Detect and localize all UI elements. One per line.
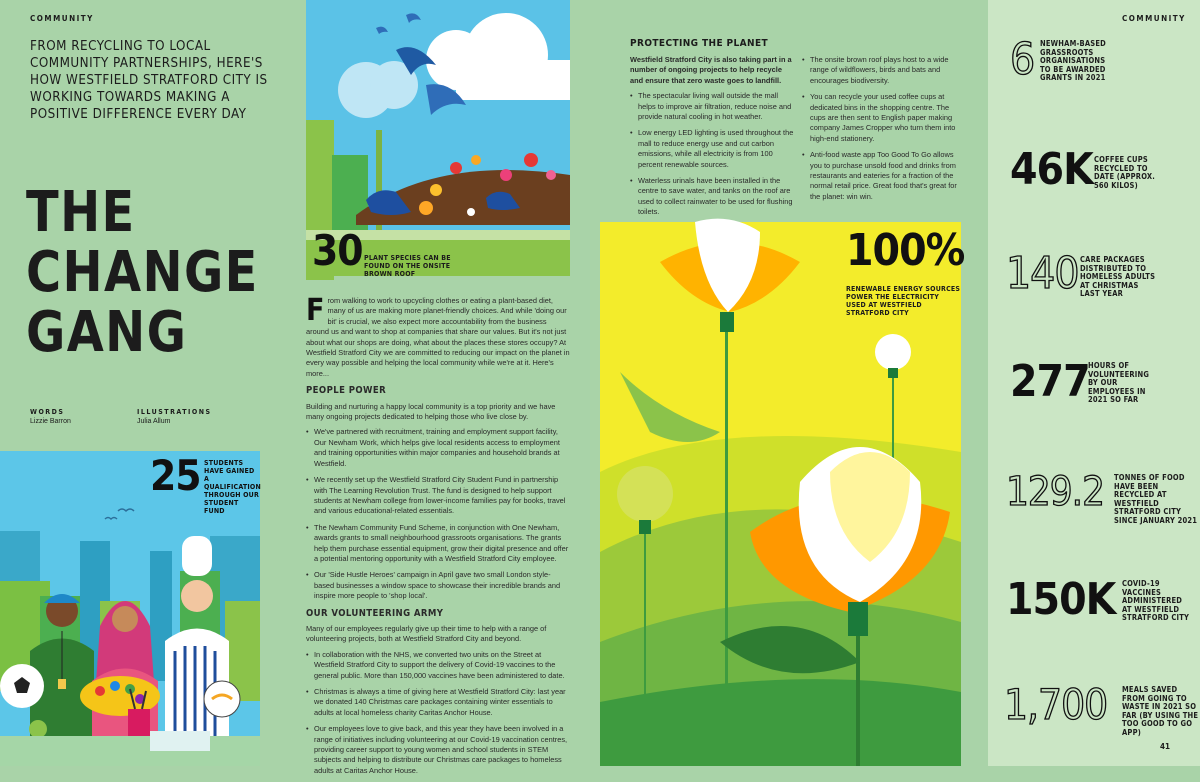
volunteering-intro: Many of our employees regularly give up their time to help with a range of volunteering projects, both at Westfield Stratford City and beyond. xyxy=(306,623,547,644)
list-item: • You can recycle your used coffee cups at dedicated bins in the shopping centre. The cups are then sent to English paper making company James Cropper who turn them into high-end stationery. xyxy=(802,92,962,144)
title-line-3: GANG xyxy=(26,300,188,365)
article-body xyxy=(306,293,570,782)
list-item: • We've partnered with recruitment, training and employment support facility, Our Newham Work, which helps give local residents access to employment and training opportunities within major companies and household brands at Westfield. xyxy=(306,427,570,469)
page-number: 41 xyxy=(1160,742,1171,751)
people-power-heading: PEOPLE POWER xyxy=(306,385,387,397)
list-item: • Low energy LED lighting is used throughout the mall to reduce energy use and cut carbon emissions, while all electricity is from 100 percent renewable sources. xyxy=(630,128,795,170)
stat-plants-number: 30 xyxy=(312,226,363,275)
section-tag-left: COMMUNITY xyxy=(30,14,94,23)
planet-intro: Westfield Stratford City is also taking part in a number of ongoing projects to help recycle and ensure that zero waste goes to landfill. xyxy=(630,55,792,85)
sidebar-stat-label: TONNES OF FOOD HAVE BEEN RECYCLED AT WESTFIELD STRATFORD CITY SINCE JANUARY 2021 xyxy=(1114,473,1198,525)
sidebar-stat-number: 140 xyxy=(1006,248,1079,299)
list-item: • We recently set up the Westfield Stratford City Student Fund in partnership with The Learning Revolution Trust. The fund is designed to help support students at Newham college from lower-income families pay for books, travel and various educational-related essentials. xyxy=(306,475,570,517)
credit-words-label: WORDS xyxy=(30,408,65,416)
planet-heading: PROTECTING THE PLANET xyxy=(630,38,769,49)
stat-students-label: STUDENTS HAVE GAINED A QUALIFICATION THROUGH OUR STUDENT FUND xyxy=(204,459,261,515)
stat-energy-number: 100% xyxy=(846,225,965,276)
sidebar-stat-number: 1,700 xyxy=(1004,680,1108,729)
list-item: • Christmas is always a time of giving here at Westfield Stratford City: last year we donated 140 Christmas care packages containing winter essentials to adults at local homeless charity Caritas Anchor House. xyxy=(306,687,570,718)
list-item: • Our 'Side Hustle Heroes' campaign in April gave two small London style-based businesses a window space to showcase their incredible brands and inspire more people to 'shop local'. xyxy=(306,570,570,601)
credit-words xyxy=(30,408,71,425)
intro-standfirst: FROM RECYCLING TO LOCAL COMMUNITY PARTNERSHIPS, HERE'S HOW WESTFIELD STRATFORD CITY IS WORKING TOWARDS MAKING A POSITIVE DIFFERENCE EVERY DAY xyxy=(30,39,268,122)
people-power-intro: Building and nurturing a happy local community is a top priority and we have many ongoing projects dedicated to helping those who live close by. xyxy=(306,401,556,422)
sidebar-stat-label: COVID-19 VACCINES ADMINISTERED AT WESTFIELD STRATFORD CITY xyxy=(1122,579,1190,623)
sidebar-stat-number: 129.2 xyxy=(1006,469,1104,515)
article-intro: rom walking to work to upcycling clothes or eating a plant-based diet, many of us are making more planet-friendly choices. And while 'doing our bit' is crucial, we also expect more accountability from the business around us and want to shop at companies that share our values. But it's not just about what our shops are doing, what about the places these stores occupy? At Westfield Stratford City we are committed to reducing our impact on the planet in every way possible and helping the local community while we're at it. Here's more... xyxy=(306,296,570,378)
planet-left-column xyxy=(630,55,795,224)
sidebar-stat-number: 6 xyxy=(1010,34,1035,85)
sidebar-stat-label: MEALS SAVED FROM GOING TO WASTE IN 2021 SO FAR (BY USING THE TOO GOOD TO GO APP) xyxy=(1122,685,1199,737)
credit-illustrations xyxy=(137,408,212,425)
list-item: • Anti-food waste app Too Good To Go allows you to purchase unsold food and drinks from restaurants and eateries for a fraction of the normal retail price. Great food that's great for the planet: win win. xyxy=(802,150,962,202)
planet-right-column xyxy=(802,55,962,208)
people-power-list xyxy=(306,427,570,601)
page-title xyxy=(26,180,259,365)
sidebar-stat-label: COFFEE CUPS RECYCLED TO DATE (APPROX. 560 KILOS) xyxy=(1094,155,1156,190)
section-tag-right: COMMUNITY xyxy=(1122,14,1186,23)
title-line-1: THE xyxy=(26,180,136,245)
sidebar-stat-label: NEWHAM-BASED GRASSROOTS ORGANISATIONS TO BE AWARDED GRANTS IN 2021 xyxy=(1040,39,1106,83)
list-item: • In collaboration with the NHS, we converted two units on the Street at Westfield Stratford City to support the delivery of Covid-19 vaccines to the general public. More than 150,000 vaccines have been administered to date. xyxy=(306,650,570,681)
credit-illus-label: ILLUSTRATIONS xyxy=(137,408,212,416)
list-item: • The Newham Community Fund Scheme, in conjunction with One Newham, awards grants to small neighbourhood grassroots organisations. The grants help them purchase essential equipment, grow their digital presence and offer a potential mentoring opportunity with a Westfield Stratford City employee. xyxy=(306,523,570,565)
list-item: • Waterless urinals have been installed in the centre to save water, and tanks on the roof are used to collect rainwater to be used for flushing toilets. xyxy=(630,176,795,218)
volunteering-heading: OUR VOLUNTEERING ARMY xyxy=(306,607,444,619)
sidebar-stat-number: 46K xyxy=(1010,144,1093,195)
sidebar-stat-number: 277 xyxy=(1010,356,1090,407)
credit-illus-name: Julia Allum xyxy=(137,418,171,425)
title-line-2: CHANGE xyxy=(26,240,259,305)
list-item: • The spectacular living wall outside the mall helps to improve air filtration, reduce noise and provide natural cooling in hot weather. xyxy=(630,91,795,122)
sidebar-stat-number: 150K xyxy=(1006,574,1116,625)
list-item: • Our employees love to give back, and this year they have been involved in a range of initiatives including volunteering at our Covid-19 vaccination centres, providing career support to young women and school students in STEM subjects and helping to distribute our Christmas care packages to homeless adults at Caritas Anchor House. xyxy=(306,724,570,776)
stat-students-number: 25 xyxy=(150,451,201,500)
sidebar-stat-label: CARE PACKAGES DISTRIBUTED TO HOMELESS ADULTS AT CHRISTMAS LAST YEAR xyxy=(1080,255,1156,299)
sidebar-stat-label: HOURS OF VOLUNTEERING BY OUR EMPLOYEES IN 2021 SO FAR xyxy=(1088,361,1150,405)
list-item: • The onsite brown roof plays host to a wide range of wildflowers, birds and bats and encourages biodiversity. xyxy=(802,55,962,86)
stat-energy-label: RENEWABLE ENERGY SOURCES POWER THE ELECTRICITY USED AT WESTFIELD STRATFORD CITY xyxy=(846,285,961,317)
stat-plants-label: PLANT SPECIES CAN BE FOUND ON THE ONSITE BROWN ROOF xyxy=(364,254,451,278)
volunteering-list xyxy=(306,650,570,776)
article-dropcap: F xyxy=(306,293,325,328)
credit-words-name: Lizzie Barron xyxy=(30,418,71,425)
